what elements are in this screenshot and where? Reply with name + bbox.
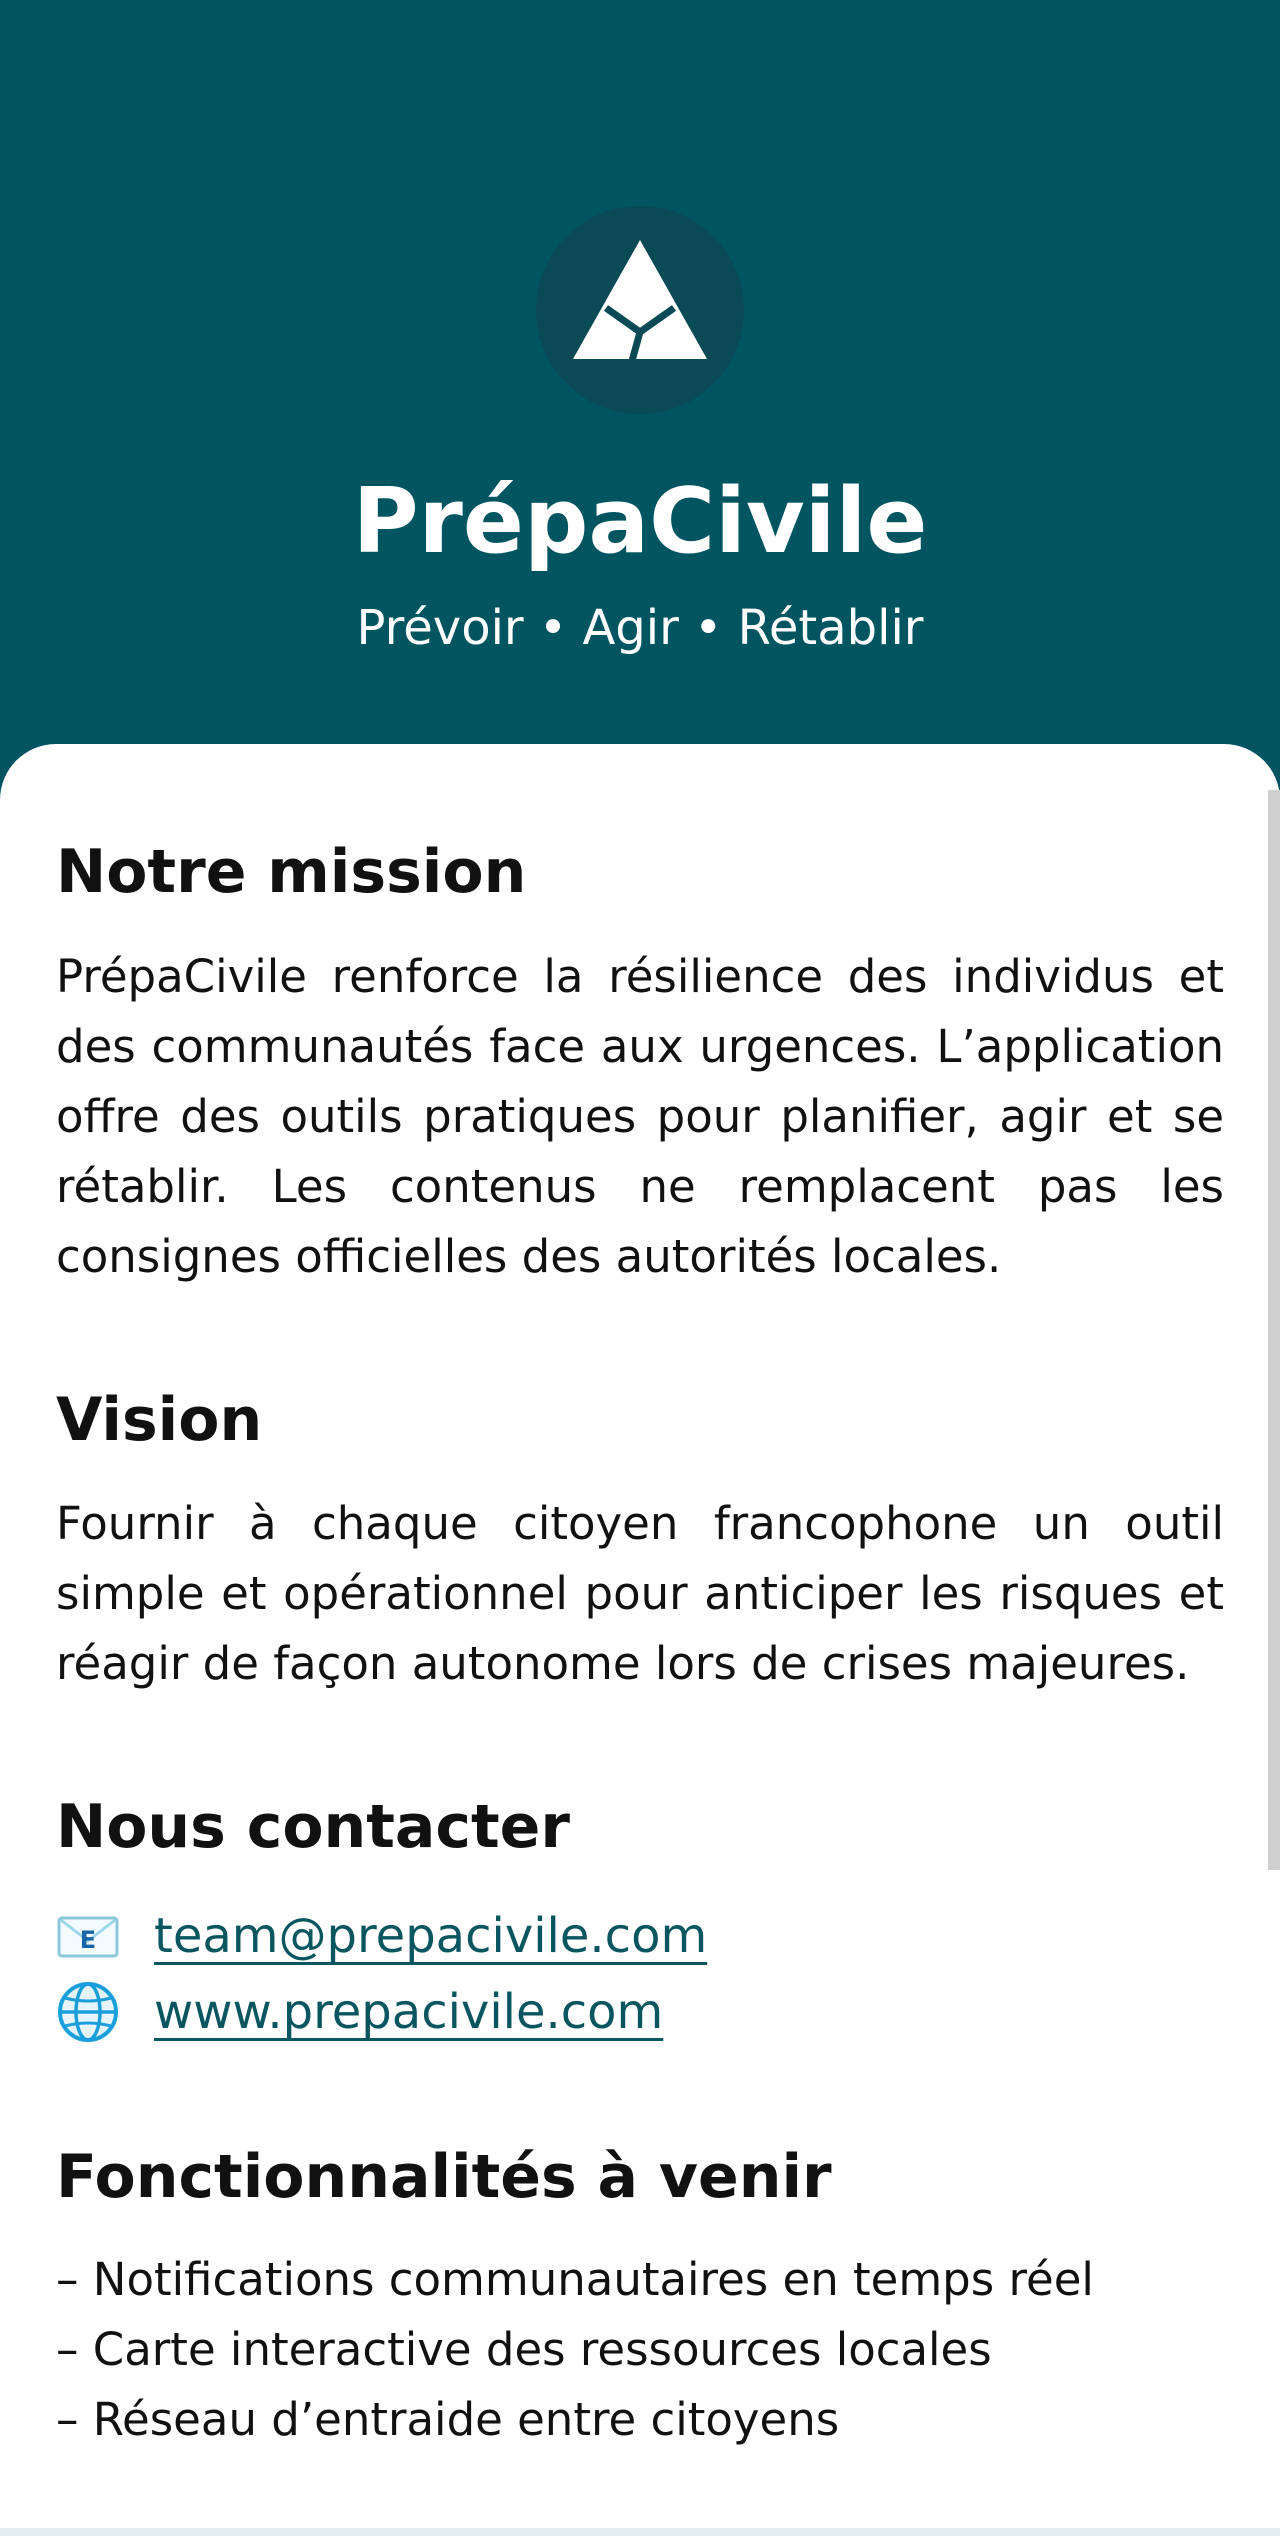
upcoming-features-list — [56, 2245, 1224, 2455]
list-item: – Carte interactive des ressources locales — [56, 2323, 992, 2376]
contact-title: Nous contacter — [56, 1792, 570, 1862]
list-item: – Notifications communautaires en temps réel — [56, 2253, 1094, 2306]
globe-icon — [56, 1980, 120, 2044]
scrollbar[interactable] — [1268, 790, 1280, 1870]
app-header — [0, 0, 1280, 760]
upcoming-features-title: Fonctionnalités à venir — [56, 2142, 832, 2212]
vision-text: Fournir à chaque citoyen francophone un outil simple et opérationnel pour anticiper les risques et réagir de façon autonome lors de crises majeures. — [56, 1497, 1224, 1690]
bottom-divider — [0, 2528, 1280, 2536]
website-row — [56, 1974, 1224, 2050]
svg-text:E: E — [79, 1926, 97, 1954]
email-link[interactable]: team@prepacivile.com — [154, 1908, 708, 1964]
vision-title: Vision — [56, 1385, 263, 1455]
email-row — [56, 1898, 1224, 1974]
email-icon — [56, 1904, 120, 1968]
app-logo — [536, 206, 744, 414]
mission-text: PrépaCivile renforce la résilience des individus et des communautés face aux urgences. L’application offre des outils pratiques pour planifier, agir et se rétablir. Les contenus ne remplacent pas les consignes officielles des autorités locales. — [56, 950, 1224, 1283]
app-tagline: Prévoir • Agir • Rétablir — [356, 600, 924, 656]
website-link[interactable]: www.prepacivile.com — [154, 1984, 664, 2040]
list-item: – Réseau d’entraide entre citoyens — [56, 2393, 840, 2446]
mission-title: Notre mission — [56, 837, 527, 907]
triangle-logo-icon — [570, 240, 710, 380]
app-title: PrépaCivile — [352, 469, 928, 574]
